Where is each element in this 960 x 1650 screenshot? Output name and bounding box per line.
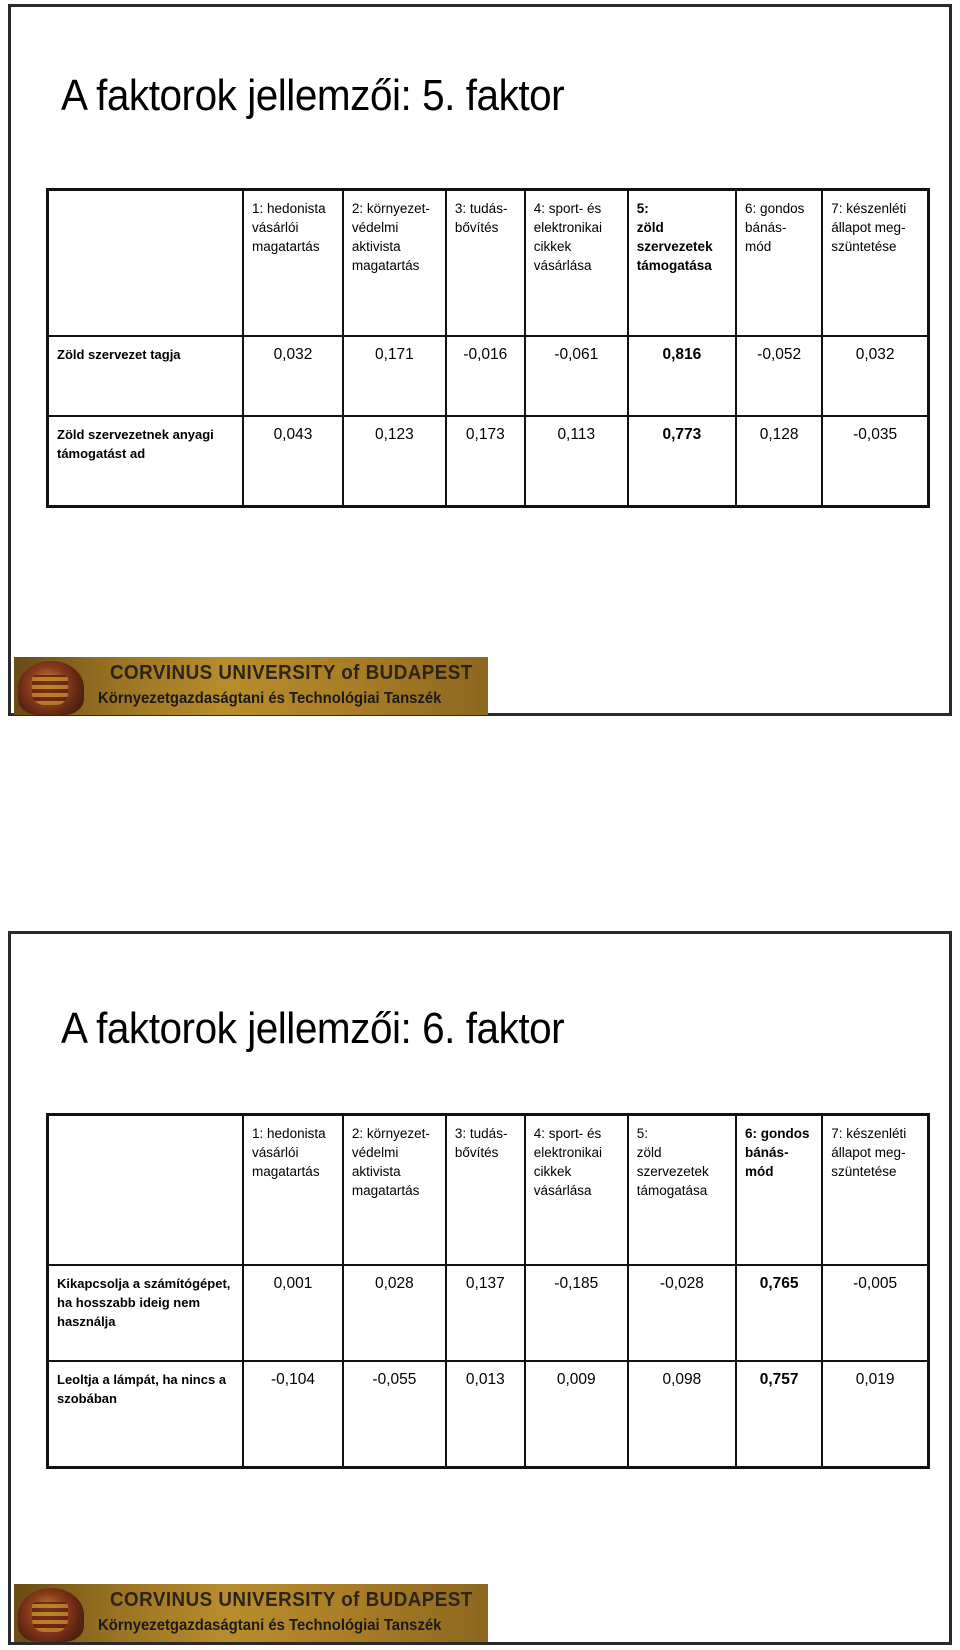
- header-line: állapot meg-: [831, 220, 906, 235]
- row-label-line: Zöld szervezet tagja: [57, 346, 181, 362]
- header-line: támogatása: [636, 1183, 708, 1198]
- header-line: 3: tudás-: [454, 201, 508, 216]
- department-name: Környezetgazdaságtani és Technológiai Tanszék: [98, 690, 442, 707]
- value-cell: 0,137: [446, 1265, 525, 1361]
- header-factor-4: [525, 1115, 628, 1265]
- header-factor-6: [736, 1115, 822, 1265]
- value-cell: 0,009: [525, 1361, 628, 1468]
- table-row: [48, 416, 929, 507]
- header-line: vásárlói: [252, 220, 299, 235]
- value-cell-highlighted: 0,765: [736, 1265, 822, 1361]
- value-cell: 0,032: [243, 336, 343, 416]
- header-factor-2: [343, 190, 446, 336]
- table-row: [48, 1265, 929, 1361]
- header-factor-3: [446, 1115, 525, 1265]
- header-row: [48, 190, 929, 336]
- header-line: magatartás: [252, 239, 320, 254]
- slide-title: A faktorok jellemzői: 5. faktor: [61, 71, 565, 120]
- header-line: 2: környezet-: [351, 1126, 430, 1141]
- row-label: [48, 1361, 244, 1468]
- value-cell: 0,028: [343, 1265, 446, 1361]
- value-cell: -0,016: [446, 336, 525, 416]
- value-cell: 0,173: [446, 416, 525, 507]
- header-line: szervezetek: [636, 1164, 709, 1179]
- value-cell: 0,013: [446, 1361, 525, 1468]
- header-line: mód: [745, 1164, 774, 1179]
- header-line: védelmi: [351, 220, 399, 235]
- row-label-line: ha hosszabb ideig nem: [57, 1294, 201, 1310]
- header-line: zöld: [636, 1145, 662, 1160]
- header-factor-7: [822, 190, 928, 336]
- value-cell: 0,098: [628, 1361, 736, 1468]
- header-line: 5:: [636, 1126, 649, 1141]
- header-line: elektronikai: [533, 1145, 603, 1160]
- header-line: vásárlói: [252, 1145, 299, 1160]
- value-cell: -0,005: [822, 1265, 928, 1361]
- header-line: szüntetése: [831, 1164, 897, 1179]
- value-cell: -0,052: [736, 336, 822, 416]
- header-line: bővítés: [454, 1145, 499, 1160]
- row-label-line: használja: [57, 1313, 116, 1329]
- value-cell: -0,035: [822, 416, 928, 507]
- university-crest-icon: [18, 661, 84, 715]
- header-line: támogatása: [636, 258, 712, 273]
- university-name: CORVINUS UNIVERSITY of BUDAPEST: [110, 1589, 473, 1611]
- header-line: bánás-: [745, 1145, 789, 1160]
- header-factor-1: [243, 1115, 343, 1265]
- header-line: 5:: [636, 201, 649, 216]
- header-factor-5: [628, 190, 736, 336]
- university-banner: [14, 657, 488, 715]
- header-line: magatartás: [252, 1164, 320, 1179]
- department-name: Környezetgazdaságtani és Technológiai Tanszék: [98, 1617, 442, 1634]
- value-cell-highlighted: 0,816: [628, 336, 736, 416]
- header-line: magatartás: [351, 1183, 420, 1198]
- header-factor-3: [446, 190, 525, 336]
- value-cell: 0,128: [736, 416, 822, 507]
- header-line: szüntetése: [831, 239, 897, 254]
- factor-table: [46, 188, 930, 508]
- header-line: 2: környezet-: [351, 201, 430, 216]
- header-line: 4: sport- és: [533, 1126, 602, 1141]
- header-line: 7: készenléti: [831, 1126, 907, 1141]
- slide-factor-5: [8, 4, 952, 716]
- header-line: 3: tudás-: [454, 1126, 508, 1141]
- header-line: elektronikai: [533, 220, 603, 235]
- value-cell: -0,028: [628, 1265, 736, 1361]
- header-line: mód: [745, 239, 772, 254]
- university-crest-icon: [18, 1588, 84, 1642]
- header-line: bővítés: [454, 220, 499, 235]
- value-cell: 0,113: [525, 416, 628, 507]
- header-line: 7: készenléti: [831, 201, 907, 216]
- header-line: 6: gondos: [745, 201, 805, 216]
- header-line: 4: sport- és: [533, 201, 602, 216]
- value-cell: 0,001: [243, 1265, 343, 1361]
- university-name: CORVINUS UNIVERSITY of BUDAPEST: [110, 662, 473, 684]
- empty-corner-cell: [48, 190, 244, 336]
- header-line: 1: hedonista: [252, 201, 326, 216]
- table-row: [48, 1361, 929, 1468]
- header-line: 6: gondos: [745, 1126, 810, 1141]
- header-factor-1: [243, 190, 343, 336]
- header-factor-6: [736, 190, 822, 336]
- value-cell: 0,171: [343, 336, 446, 416]
- row-label: [48, 1265, 244, 1361]
- row-label-line: szobában: [57, 1390, 117, 1406]
- header-line: aktivista: [351, 239, 401, 254]
- row-label-line: Zöld szervezetnek anyagi: [57, 426, 214, 442]
- value-cell-highlighted: 0,757: [736, 1361, 822, 1468]
- row-label: [48, 336, 244, 416]
- slide-factor-6: [8, 931, 952, 1645]
- value-cell: 0,032: [822, 336, 928, 416]
- header-line: zöld: [636, 220, 664, 235]
- value-cell: -0,055: [343, 1361, 446, 1468]
- header-line: vásárlása: [533, 1183, 592, 1198]
- header-line: vásárlása: [533, 258, 592, 273]
- value-cell-highlighted: 0,773: [628, 416, 736, 507]
- header-line: szervezetek: [636, 239, 713, 254]
- row-label-line: Leoltja a lámpát, ha nincs a: [57, 1371, 227, 1387]
- row-label: [48, 416, 244, 507]
- value-cell: 0,019: [822, 1361, 928, 1468]
- empty-corner-cell: [48, 1115, 244, 1265]
- header-line: bánás-: [745, 220, 787, 235]
- table-row: [48, 336, 929, 416]
- header-line: 1: hedonista: [252, 1126, 326, 1141]
- header-line: védelmi: [351, 1145, 399, 1160]
- university-banner: [14, 1584, 488, 1642]
- value-cell: -0,104: [243, 1361, 343, 1468]
- header-line: állapot meg-: [831, 1145, 906, 1160]
- value-cell: 0,123: [343, 416, 446, 507]
- row-label-line: támogatást ad: [57, 445, 146, 461]
- header-factor-2: [343, 1115, 446, 1265]
- header-row: [48, 1115, 929, 1265]
- value-cell: 0,043: [243, 416, 343, 507]
- header-line: aktivista: [351, 1164, 401, 1179]
- slide-title: A faktorok jellemzői: 6. faktor: [61, 1004, 565, 1053]
- factor-table: [46, 1113, 930, 1469]
- row-label-line: Kikapcsolja a számítógépet,: [57, 1275, 231, 1291]
- header-line: cikkek: [533, 239, 572, 254]
- header-line: cikkek: [533, 1164, 572, 1179]
- header-factor-5: [628, 1115, 736, 1265]
- header-factor-4: [525, 190, 628, 336]
- value-cell: -0,185: [525, 1265, 628, 1361]
- header-line: magatartás: [351, 258, 420, 273]
- header-factor-7: [822, 1115, 928, 1265]
- value-cell: -0,061: [525, 336, 628, 416]
